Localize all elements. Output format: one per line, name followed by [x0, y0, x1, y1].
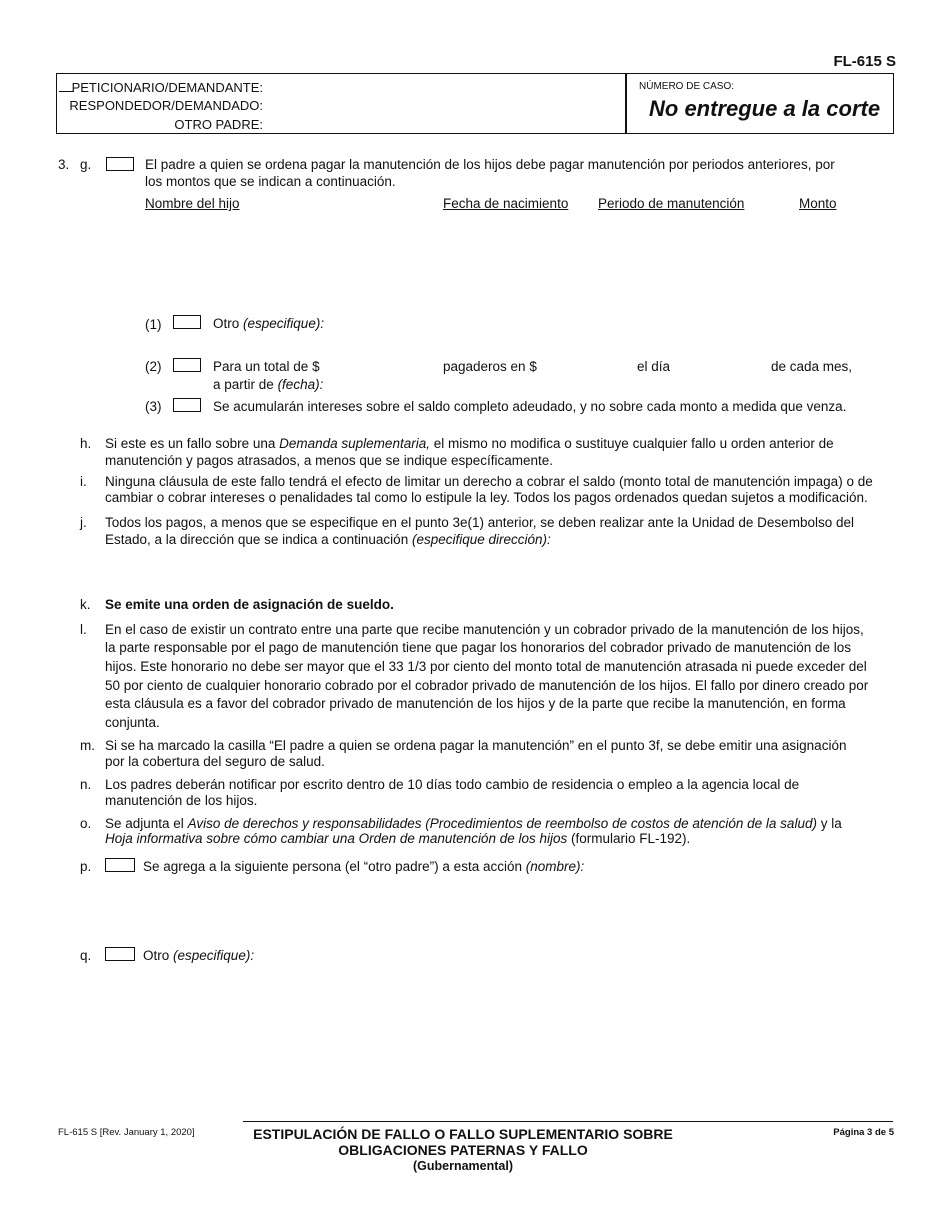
sub1-text	[213, 315, 324, 333]
item-l-line3: hijos. Este honorario no debe ser mayor que el 33 1/3 por ciento del monto total de manutención atrasada ni puede exceder del	[105, 659, 867, 674]
item-j-spec: (especifique dirección):	[411, 532, 551, 547]
item-h-line1	[105, 435, 834, 453]
item-q-spec: (especifique):	[173, 948, 255, 963]
item-o-info-sheet-title: Hoja informativa sobre cómo cambiar una Orden de manutención de los hijos	[105, 831, 568, 846]
header-divider	[625, 74, 627, 133]
sub2-day-label: el día	[637, 359, 671, 374]
other-parent-label: OTRO PADRE:	[174, 117, 263, 132]
item-o-line2	[105, 830, 690, 848]
item-n-line2: manutención de los hijos.	[105, 793, 258, 808]
sub3-number: (3)	[145, 399, 162, 414]
footer-form-rev: FL-615 S [Rev. January 1, 2020]	[58, 1127, 195, 1138]
sub3-checkbox[interactable]	[173, 398, 201, 412]
item-i-letter: i.	[80, 474, 87, 489]
column-support-period: Periodo de manutención	[598, 196, 745, 211]
sub3-text: Se acumularán intereses sobre el saldo completo adeudado, y no sobre cada monto a medida que venza.	[213, 399, 847, 414]
item-o-letter: o.	[80, 816, 92, 831]
item-h-letter: h.	[80, 436, 92, 451]
item-i-line2: cambiar o cobrar intereses o penalidades tal como lo estipule la ley. Todos los pagos ordenados quedan sujetos a modificación.	[105, 490, 868, 505]
item-g-text-line1: El padre a quien se ordena pagar la manutención de los hijos debe pagar manutención por periodos anteriores, por	[145, 157, 835, 172]
item-p-spec: (nombre):	[525, 859, 585, 874]
item-l-line6: conjunta.	[105, 715, 160, 730]
sub2-payable-label: pagaderos en $	[443, 359, 537, 374]
item-o-notice-title: Aviso de derechos y responsabilidades (Procedimientos de reembolso de costos de atención de la salud)	[187, 816, 817, 831]
sub2-number: (2)	[145, 359, 162, 374]
case-number-label: NÚMERO DE CASO:	[639, 81, 735, 92]
column-amount: Monto	[799, 196, 837, 211]
item-o-pre: Se adjunta el	[105, 816, 184, 831]
item-k-letter: k.	[80, 597, 91, 612]
item-l-line1: En el caso de existir un contrato entre una parte que recibe manutención y un cobrador privado de la manutención de los hijos,	[105, 622, 864, 637]
footer-rule	[243, 1121, 893, 1122]
column-child-name: Nombre del hijo	[145, 196, 240, 211]
sub2-from	[213, 376, 323, 394]
item-l-line2: la parte responsable por el pago de manutención tiene que pagar los honorarios del cobrador privado de manutención de los	[105, 640, 852, 655]
item-n-letter: n.	[80, 777, 92, 792]
sub1-checkbox[interactable]	[173, 315, 201, 329]
item-o-mid: y la	[820, 816, 842, 831]
caption-header	[56, 73, 894, 134]
sub1-number: (1)	[145, 317, 162, 332]
item-m-line2: por la cobertura del seguro de salud.	[105, 754, 325, 769]
item-j-line2	[105, 531, 551, 549]
item-m-line1: Si se ha marcado la casilla “El padre a quien se ordena pagar la manutención” en el punto 3f, se debe emitir una asignación	[105, 738, 847, 753]
item-q-text	[143, 947, 254, 965]
item-q-letter: q.	[80, 948, 92, 963]
item-l-line4: 50 por ciento de cualquier honorario cobrado por el cobrador privado de manutención de los hijos. El fallo por dinero creado por	[105, 678, 869, 693]
item-p-letter: p.	[80, 859, 92, 874]
page-number: Página 3 de 5	[833, 1127, 894, 1138]
footer-title	[243, 1126, 683, 1158]
item-i-line1: Ninguna cláusula de este fallo tendrá el efecto de limitar un derecho a cobrar el saldo (monto total de manutención impaga) o de	[105, 474, 873, 489]
item-h-post: el mismo no modifica o sustituye cualquier fallo u orden anterior de	[433, 436, 834, 451]
respondent-label: RESPONDEDOR/DEMANDADO:	[69, 98, 263, 113]
sub2-from-spec: (fecha):	[277, 377, 324, 392]
sub2-total-label: Para un total de $	[213, 359, 320, 374]
footer-title-line2: OBLIGACIONES PATERNAS Y FALLO	[338, 1142, 588, 1158]
item-n-line1: Los padres deberán notificar por escrito dentro de 10 días todo cambio de residencia o empleo a la agencia local de	[105, 777, 800, 792]
item-g-letter: g.	[80, 157, 92, 172]
item-l-line5: esta cláusula es a favor del cobrador privado de manutención de los hijos y de la parte que recibe la manutención, en forma	[105, 696, 846, 711]
item-p-checkbox[interactable]	[105, 858, 135, 872]
footer-subtitle: (Gubernamental)	[412, 1159, 513, 1173]
item-q-checkbox[interactable]	[105, 947, 135, 961]
sub2-checkbox[interactable]	[173, 358, 201, 372]
item-h-line2: manutención y pagos atrasados, a menos que se indique específicamente.	[105, 453, 554, 468]
petitioner-label: PETICIONARIO/DEMANDANTE:	[71, 80, 263, 95]
item-j-line1: Todos los pagos, a menos que se especifique en el punto 3e(1) anterior, se deben realizar ante la Unidad de Desembolso del	[105, 515, 854, 530]
item-k-text: Se emite una orden de asignación de sueldo.	[105, 597, 394, 612]
item-p-text	[143, 858, 584, 876]
item-g-checkbox[interactable]	[106, 157, 134, 171]
item-j-line2-text: Estado, a la dirección que se indica a continuación	[105, 532, 409, 547]
item-p-label: Se agrega a la siguiente persona (el “otro padre”) a esta acción	[143, 859, 522, 874]
item-j-letter: j.	[80, 515, 87, 530]
item-h-emphasis: Demanda suplementaria,	[279, 436, 430, 451]
sub2-from-label: a partir de	[213, 377, 274, 392]
sub1-label: Otro	[213, 316, 240, 331]
case-number-value: No entregue a la corte	[649, 96, 881, 121]
item-l-letter: l.	[80, 622, 87, 637]
item-m-letter: m.	[80, 738, 95, 753]
sub2-month-label: de cada mes,	[771, 359, 853, 374]
footer-title-line1: ESTIPULACIÓN DE FALLO O FALLO SUPLEMENTARIO SOBRE	[253, 1126, 673, 1142]
column-birth-date: Fecha de nacimiento	[443, 196, 569, 211]
item-q-label: Otro	[143, 948, 170, 963]
item-g-text-line2: los montos que se indican a continuación.	[145, 174, 396, 189]
section-number: 3.	[58, 157, 70, 172]
sub1-spec: (especifique):	[243, 316, 325, 331]
item-o-post: (formulario FL-192).	[571, 831, 691, 846]
item-h-pre: Si este es un fallo sobre una	[105, 436, 276, 451]
form-id: FL-615 S	[833, 53, 896, 70]
